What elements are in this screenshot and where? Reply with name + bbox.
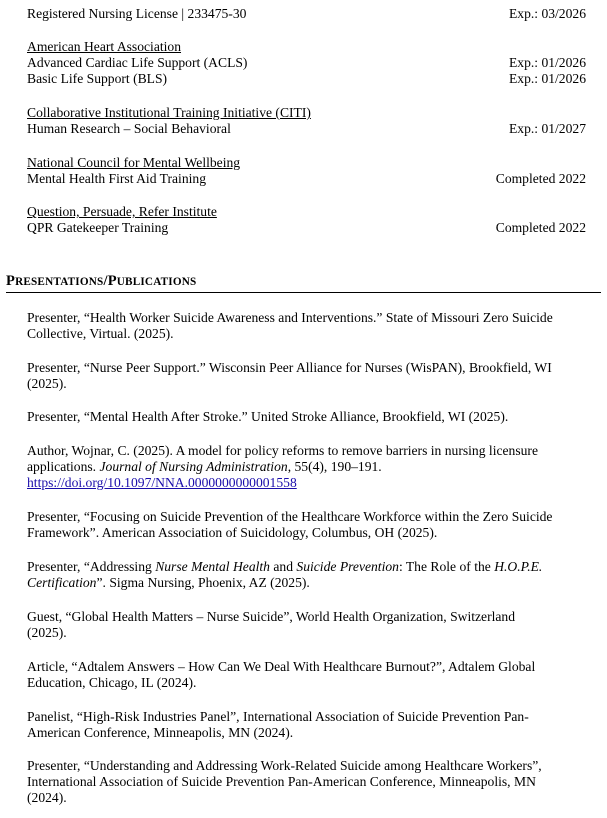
- cert-item-status: Exp.: 01/2027: [508, 121, 586, 136]
- cert-item-row: [27, 121, 586, 137]
- cert-item-name: QPR Gatekeeper Training: [27, 220, 169, 235]
- cert-item-name: Advanced Cardiac Life Support (ACLS): [27, 55, 248, 70]
- doi-link[interactable]: https://doi.org/10.1097/NNA.0000000000001558: [27, 475, 297, 490]
- cert-item-status: Completed 2022: [495, 220, 586, 235]
- cert-org-name: Question, Persuade, Refer Institute: [27, 204, 217, 219]
- license-name: Registered Nursing License | 233475-30: [27, 6, 247, 21]
- presentation-entry: Guest, “Global Health Matters – Nurse Suicide”, World Health Organization, Switzerland (2025).: [27, 609, 516, 640]
- cert-org-name: National Council for Mental Wellbeing: [27, 155, 241, 170]
- cert-org-name: Collaborative Institutional Training Initiative (CITI): [27, 105, 311, 120]
- cert-org-heading: [27, 105, 586, 121]
- cert-org-name: American Heart Association: [27, 39, 182, 54]
- cert-item-row: [27, 220, 586, 236]
- presentation-entry: Presenter, “Mental Health After Stroke.” United Stroke Alliance, Brookfield, WI (2025).: [27, 409, 509, 424]
- cert-org-heading: [27, 39, 586, 55]
- cert-org-heading: [27, 204, 586, 220]
- presentation-entry: Presenter, “Focusing on Suicide Prevention of the Healthcare Workforce within the Zero Suicide Framework”. American Association of Suicidology, Columbus, OH (2025).: [27, 509, 553, 540]
- cert-item-row: [27, 171, 586, 187]
- cert-item-name: Human Research – Social Behavioral: [27, 121, 231, 136]
- presentation-entry: Panelist, “High-Risk Industries Panel”, International Association of Suicide Prevention Pan- American Conference, Minneapolis, MN (2024).: [27, 709, 529, 740]
- cert-item-row: [27, 71, 586, 87]
- cert-org-heading: [27, 155, 586, 171]
- cert-item-status: Completed 2022: [495, 171, 586, 186]
- presentation-entry: Presenter, “Addressing Nurse Mental Health and Suicide Prevention: The Role of the H.O.P.E. Certification”. Sigma Nursing, Phoenix, AZ (2025).: [27, 559, 543, 590]
- cert-item-name: Basic Life Support (BLS): [27, 71, 168, 86]
- cert-item-row: [27, 55, 586, 71]
- presentation-entry: Presenter, “Nurse Peer Support.” Wisconsin Peer Alliance for Nurses (WisPAN), Brookfield, WI (2025).: [27, 360, 552, 391]
- presentation-entry: Article, “Adtalem Answers – How Can We Deal With Healthcare Burnout?”, Adtalem Global Education, Chicago, IL (2024).: [27, 659, 536, 690]
- cert-item-status: Exp.: 01/2026: [508, 71, 586, 86]
- license-row: [27, 6, 586, 22]
- cert-item-name: Mental Health First Aid Training: [27, 171, 206, 186]
- cert-item-status: Exp.: 01/2026: [508, 55, 586, 70]
- license-expiration: Exp.: 03/2026: [508, 6, 586, 21]
- section-heading: PRESENTATIONS/PUBLICATIONS: [6, 273, 197, 289]
- publication-entry: Author, Wojnar, C. (2025). A model for policy reforms to remove barriers in nursing licensure applications. Journal of Nursing Administration, 55(4), 190–191. https://doi.org/10.1097/NNA.0000000000001558: [27, 443, 538, 490]
- presentation-entry: Presenter, “Understanding and Addressing Work-Related Suicide among Healthcare Workers”, International Association of Suicide Prevention Pan-American Conference, Minneapolis, MN (2024).: [27, 758, 542, 805]
- section-divider: [6, 292, 601, 293]
- presentation-entry: Presenter, “Health Worker Suicide Awareness and Interventions.” State of Missouri Zero Suicide Collective, Virtual. (2025).: [27, 310, 553, 341]
